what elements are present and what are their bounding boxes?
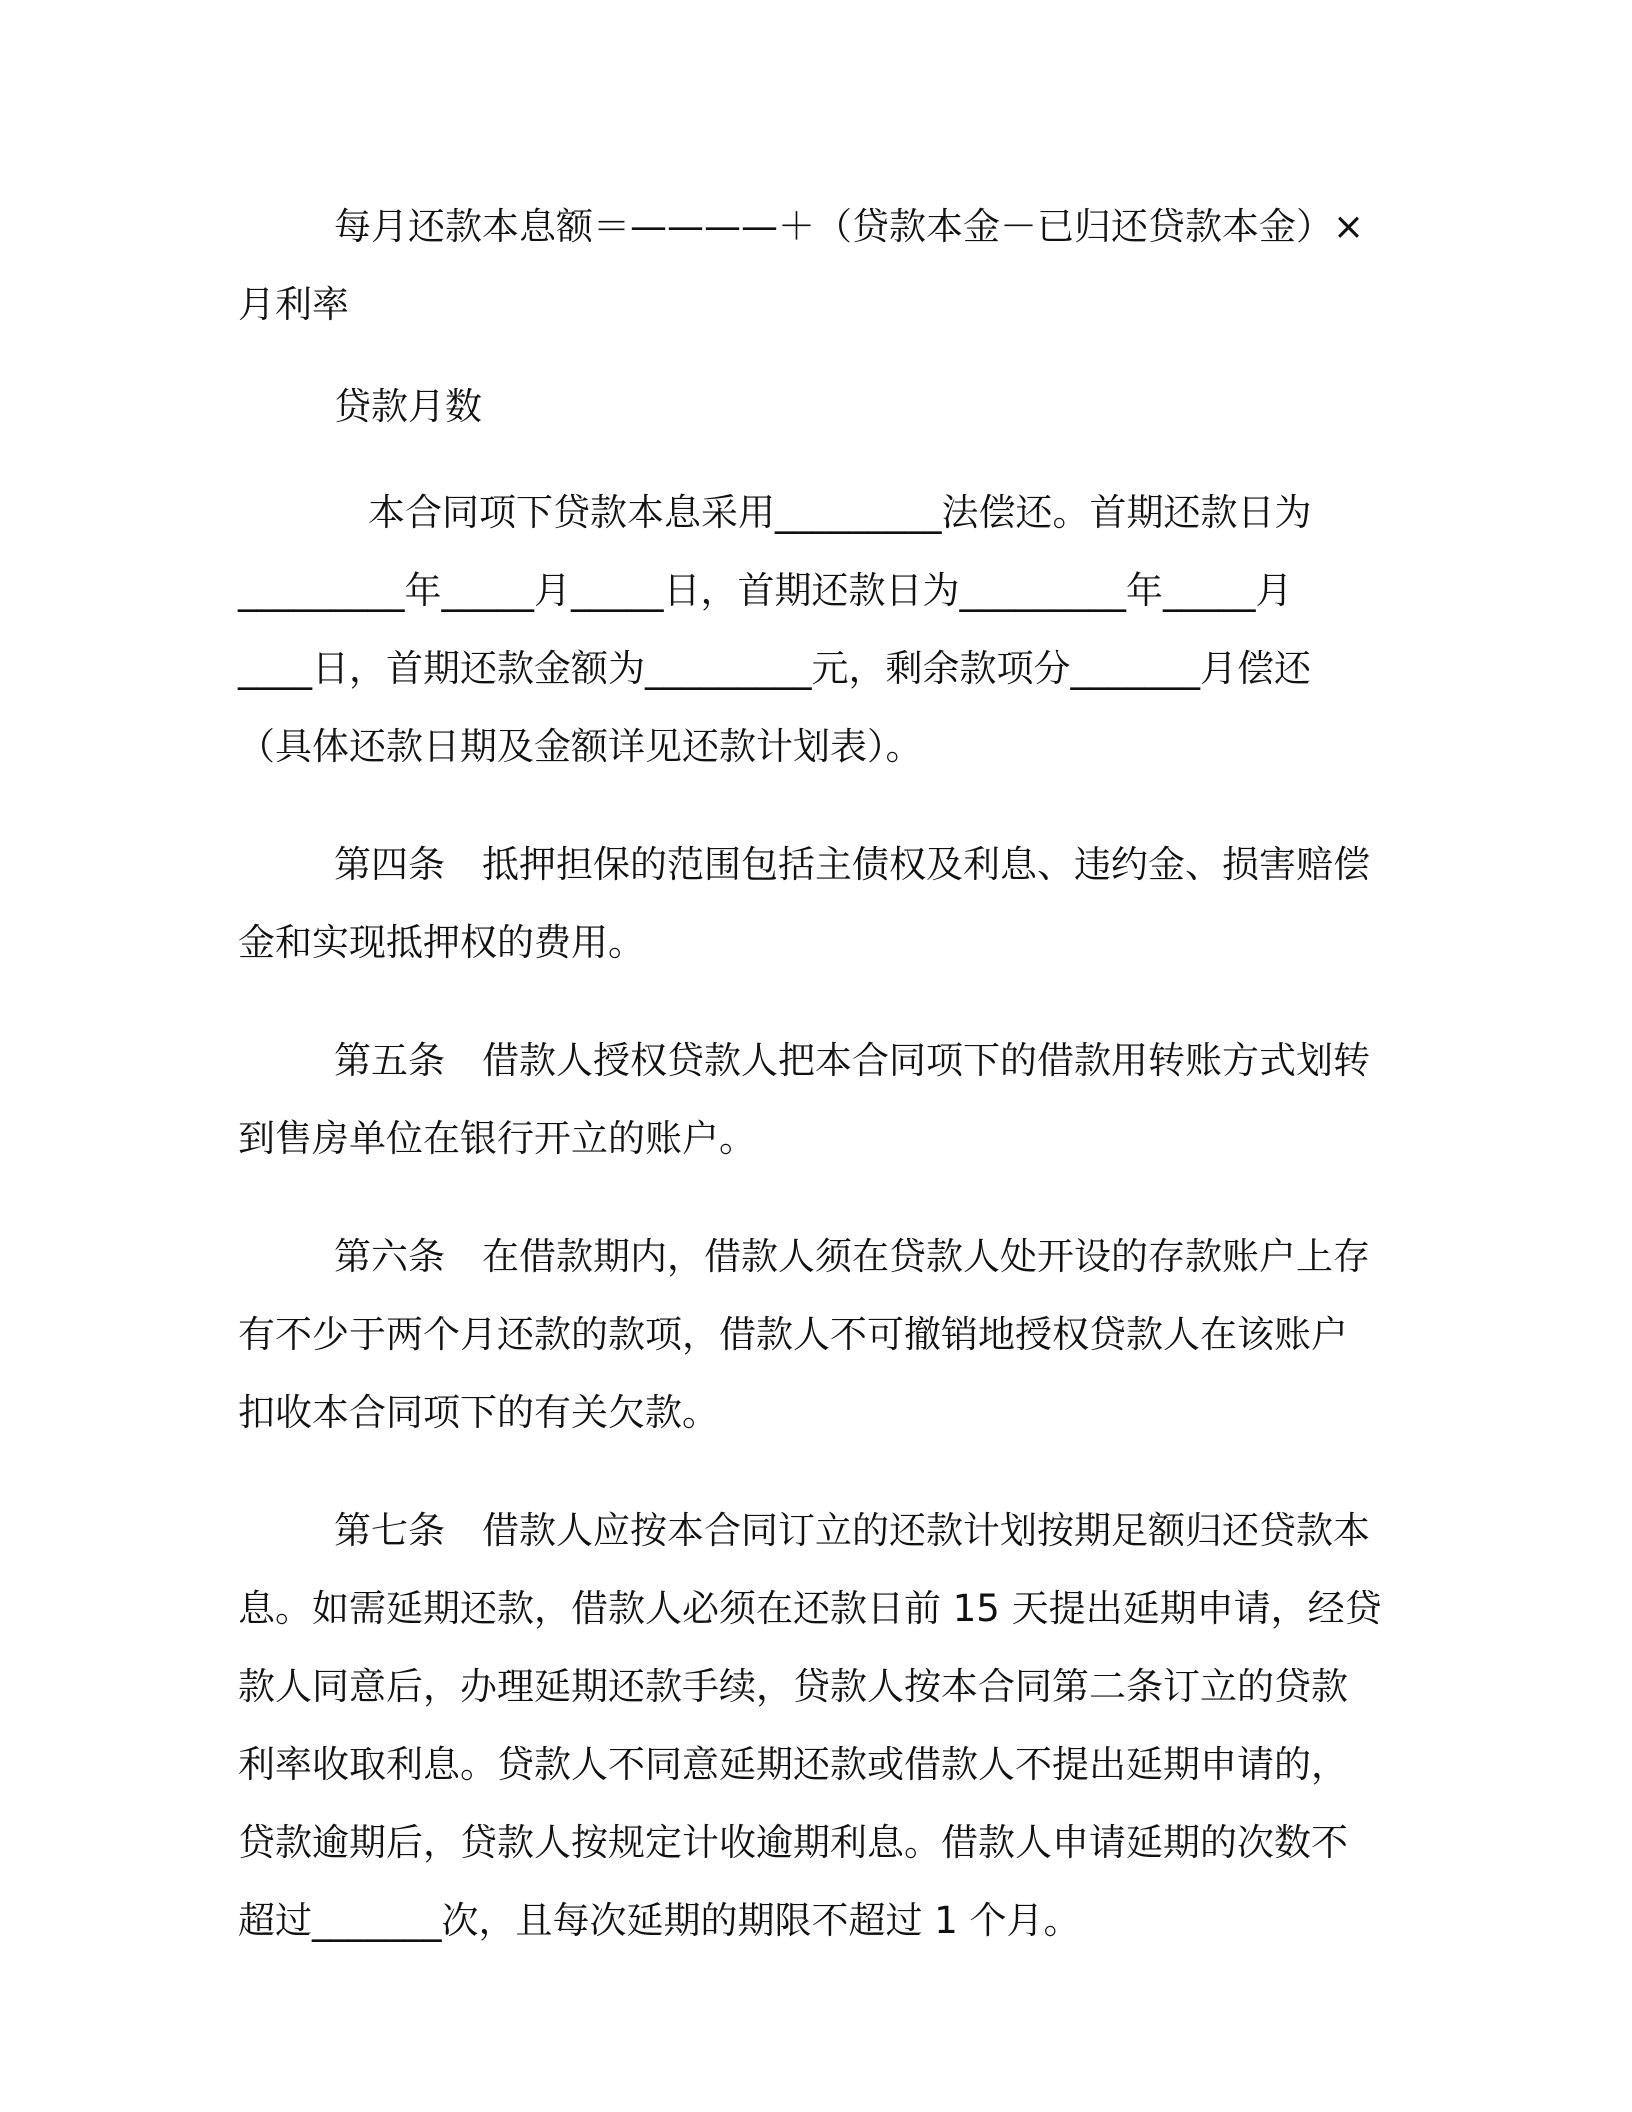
repayment-paragraph [238, 474, 1380, 786]
repayment-line-3: ____日，首期还款金额为_________元，剩余款项分_______月偿还 [238, 647, 1311, 690]
repayment-line-4: （具体还款日期及金额详见还款计划表）。 [238, 725, 923, 768]
article-7-line-2: 息。如需延期还款，借款人必须在还款日前 15 天提出延期申请，经贷 [238, 1587, 1382, 1630]
article-5-line-1: 第五条 借款人授权贷款人把本合同项下的借款用转账方式划转 [334, 1039, 1370, 1082]
article-4-line-1: 第四条 抵押担保的范围包括主债权及利息、违约金、损害赔偿 [334, 843, 1370, 886]
article-6 [238, 1218, 1380, 1452]
repayment-line-1: 本合同项下贷款本息采用_________法偿还。首期还款日为 [368, 491, 1312, 534]
article-7-line-3: 款人同意后，办理延期还款手续，贷款人按本合同第二条订立的贷款 [238, 1665, 1348, 1708]
article-7-line-4: 利率收取利息。贷款人不同意延期还款或借款人不提出延期申请的， [238, 1743, 1348, 1786]
article-7 [238, 1492, 1380, 1960]
article-5-line-2: 到售房单位在银行开立的账户。 [238, 1117, 756, 1160]
article-7-line-5: 贷款逾期后，贷款人按规定计收逾期利息。借款人申请延期的次数不 [238, 1821, 1348, 1864]
repayment-line-2: _________年_____月_____日，首期还款日为_________年_____月 [238, 569, 1293, 612]
document-body [238, 188, 1380, 1960]
formula-line-2: 月利率 [238, 283, 349, 326]
article-4-line-2: 金和实现抵押权的费用。 [238, 921, 645, 964]
article-7-line-1: 第七条 借款人应按本合同订立的还款计划按期足额归还贷款本 [334, 1509, 1370, 1552]
article-6-line-1: 第六条 在借款期内，借款人须在贷款人处开设的存款账户上存 [334, 1235, 1370, 1278]
article-6-line-3: 扣收本合同项下的有关欠款。 [238, 1391, 719, 1434]
article-4 [238, 826, 1380, 982]
formula-line-1: 每月还款本息额＝————＋（贷款本金－已归还贷款本金）× [334, 205, 1365, 248]
article-5 [238, 1022, 1380, 1178]
article-6-line-2: 有不少于两个月还款的款项，借款人不可撤销地授权贷款人在该账户 [238, 1313, 1348, 1356]
article-7-line-6: 超过_______次，且每次延期的期限不超过 1 个月。 [238, 1899, 1081, 1942]
formula-line-3: 贷款月数 [334, 385, 482, 428]
